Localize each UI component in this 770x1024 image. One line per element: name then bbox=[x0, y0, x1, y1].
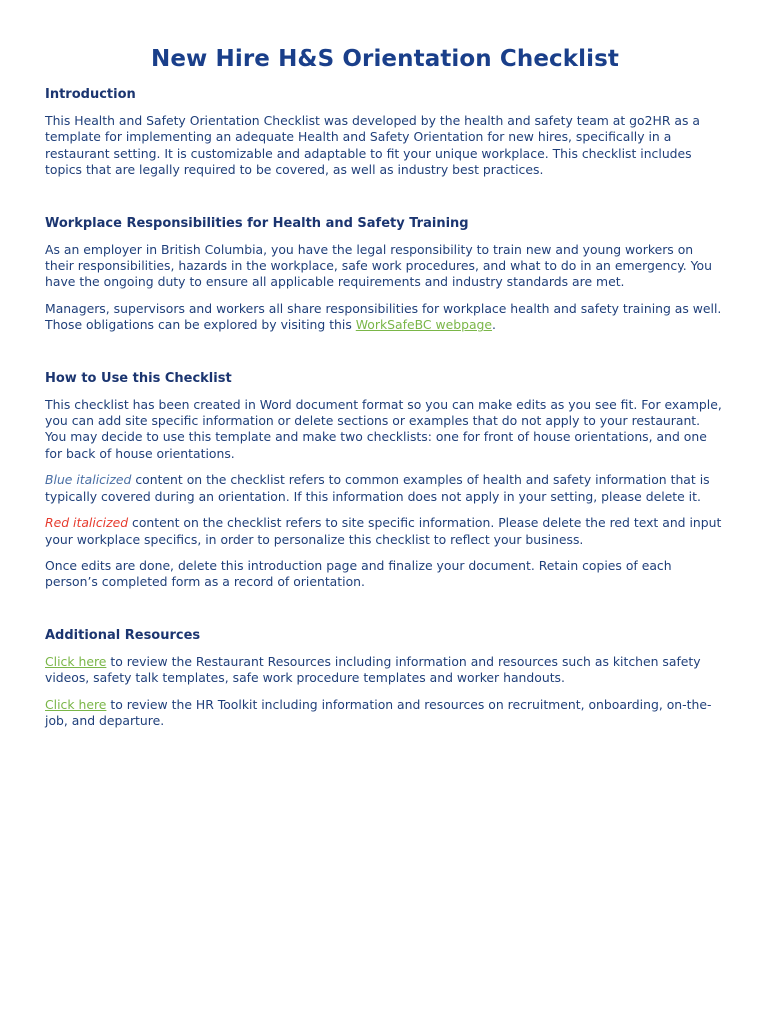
how-to-use-paragraph-3-text: content on the checklist refers to site specific information. Please delete the red text and input your workplace specifics, in order to personalize this checklist to reflect your business. bbox=[45, 515, 722, 547]
additional-resources-heading: Additional Resources bbox=[45, 627, 201, 643]
blue-italicized-label: Blue italicized bbox=[45, 472, 132, 488]
responsibilities-heading: Workplace Responsibilities for Health and Safety Training bbox=[45, 215, 469, 231]
how-to-use-paragraph-2-text: content on the checklist refers to common examples of health and safety information that is typically covered during an orientation. If this information does not apply in your setting, please delete it. bbox=[45, 472, 710, 504]
page-title: New Hire H&S Orientation Checklist bbox=[150, 46, 620, 72]
additional-resources-paragraph-1-text: to review the Restaurant Resources including information and resources such as kitchen safety videos, safety talk templates, safe work procedure templates and worker handouts. bbox=[45, 653, 701, 686]
responsibilities-paragraph-1: As an employer in British Columbia, you have the legal responsibility to train new and young workers on their responsibilities, hazards in the workplace, safe work procedures, and what to do in an emergency. You have the ongoing duty to ensure all applicable requirements and industry standards are met. bbox=[45, 241, 712, 290]
introduction-paragraph: This Health and Safety Orientation Checklist was developed by the health and safety team at go2HR as a template for implementing an adequate Health and Safety Orientation for new hires, specifically in a restaurant setting. It is customizable and adaptable to fit your unique workplace. This checklist includes topics that are legally required to be covered, as well as industry best practices. bbox=[45, 113, 700, 178]
worksafebc-webpage-link[interactable]: WorkSafeBC webpage bbox=[355, 317, 493, 333]
restaurant-resources-link[interactable]: Click here bbox=[45, 653, 107, 669]
responsibilities-paragraph-2-text: Managers, supervisors and workers all share responsibilities for workplace health and safety training as well. Those obligations can be explored by visiting this bbox=[45, 300, 722, 333]
how-to-use-heading: How to Use this Checklist bbox=[45, 370, 232, 386]
additional-resources-paragraph-2-text: to review the HR Toolkit including information and resources on recruitment, onboarding, on-the-job, and departure. bbox=[45, 696, 712, 728]
how-to-use-paragraph-4: Once edits are done, delete this introduction page and finalize your document. Retain copies of each person’s completed form as a record of orientation. bbox=[45, 557, 672, 590]
how-to-use-paragraph-2 bbox=[45, 472, 725, 505]
responsibilities-paragraph-2-end: . bbox=[492, 317, 496, 333]
introduction-heading: Introduction bbox=[45, 87, 136, 102]
how-to-use-paragraph-3 bbox=[45, 515, 725, 548]
document-page bbox=[45, 0, 725, 729]
additional-resources-paragraph-2 bbox=[45, 697, 725, 730]
responsibilities-paragraph-2 bbox=[45, 301, 725, 334]
hr-toolkit-link[interactable]: Click here bbox=[45, 696, 107, 712]
red-italicized-label: Red italicized bbox=[45, 515, 129, 531]
additional-resources-paragraph-1 bbox=[45, 654, 725, 687]
how-to-use-paragraph-1: This checklist has been created in Word document format so you can make edits as you see fit. For example, you can add site specific information or delete sections or examples that do not apply to your restaurant. You may decide to use this template and make two checklists: one for front of house orientations, and one for back of house orientations. bbox=[45, 396, 722, 461]
